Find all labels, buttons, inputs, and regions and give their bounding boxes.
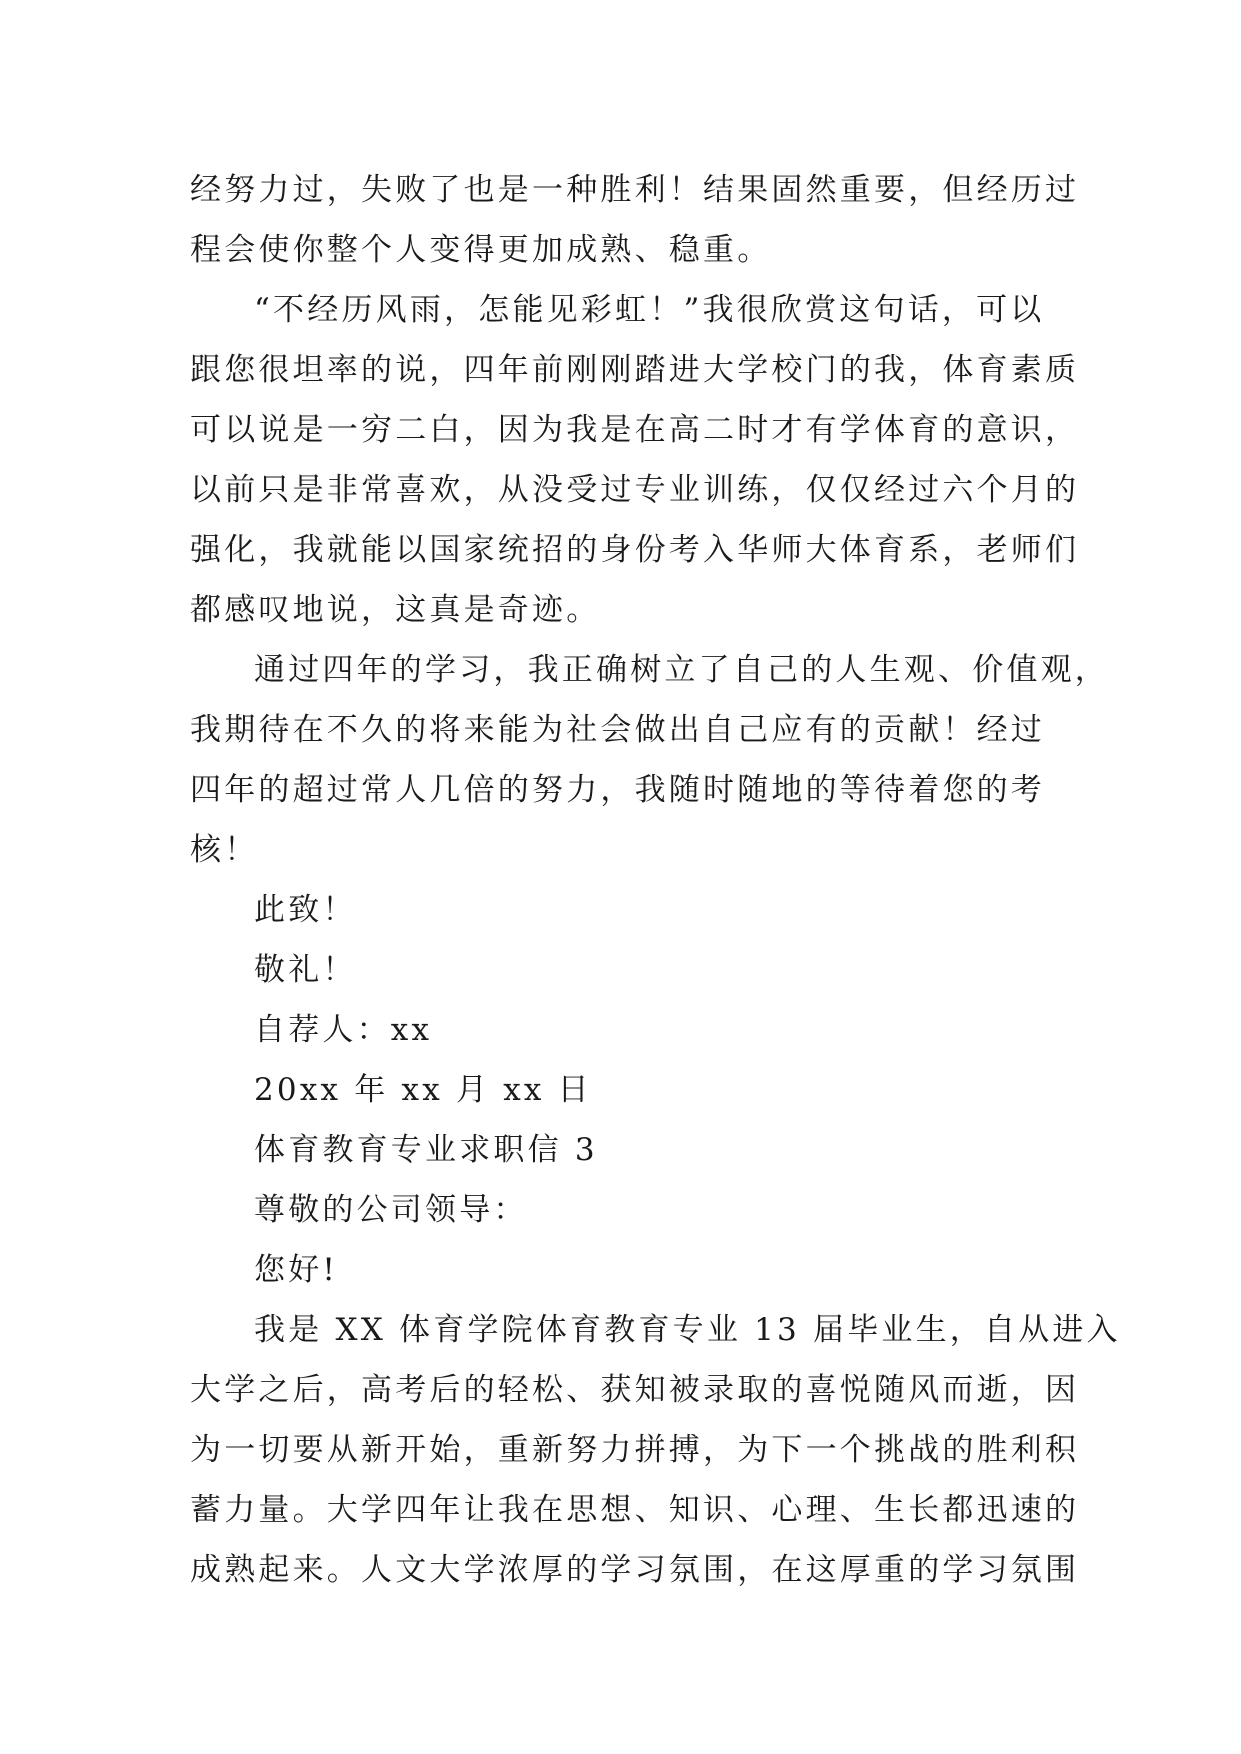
text-line: 大学之后，高考后的轻松、获知被录取的喜悦随风而逝，因 (190, 1372, 1080, 1408)
salutation-line: 敬礼！ (254, 952, 357, 988)
text-line: 都感叹地说，这真是奇迹。 (190, 592, 601, 628)
paragraph-start-line: “不经历风雨，怎能见彩虹！”我很欣赏这句话，可以 (254, 292, 1045, 328)
text-line: 蓄力量。大学四年让我在思想、知识、心理、生长都迅速的 (190, 1492, 1080, 1528)
text-line: 四年的超过常人几倍的努力，我随时随地的等待着您的考 (190, 772, 1045, 808)
closing-line: 此致！ (254, 892, 357, 928)
text-line: 强化，我就能以国家统招的身份考入华师大体育系，老师们 (190, 532, 1080, 568)
date-line: 20xx 年 xx 月 xx 日 (254, 1072, 592, 1108)
text-line: 程会使你整个人变得更加成熟、稳重。 (190, 232, 772, 268)
text-line: 为一切要从新开始，重新努力拼搏，为下一个挑战的胜利积 (190, 1432, 1080, 1468)
text-line: 核！ (190, 832, 259, 868)
text-line: 经努力过，失败了也是一种胜利！结果固然重要，但经历过 (190, 172, 1080, 208)
text-line: 可以说是一穷二白，因为我是在高二时才有学体育的意识， (190, 412, 1080, 448)
text-line: 成熟起来。人文大学浓厚的学习氛围，在这厚重的学习氛围 (190, 1552, 1080, 1588)
greeting-line: 尊敬的公司领导： (254, 1192, 528, 1228)
section-title: 体育教育专业求职信 3 (254, 1132, 598, 1168)
greeting-line: 您好! (254, 1252, 339, 1288)
paragraph-start-line: 通过四年的学习，我正确树立了自己的人生观、价值观， (254, 652, 1109, 688)
paragraph-start-line: 我是 XX 体育学院体育教育专业 13 届毕业生，自从进入 (254, 1312, 1121, 1348)
text-line: 我期待在不久的将来能为社会做出自己应有的贡献！经过 (190, 712, 1045, 748)
signature-line: 自荐人：xx (254, 1012, 433, 1048)
text-line: 以前只是非常喜欢，从没受过专业训练，仅仅经过六个月的 (190, 472, 1080, 508)
letter-body (190, 160, 1121, 1600)
text-line: 跟您很坦率的说，四年前刚刚踏进大学校门的我，体育素质 (190, 352, 1080, 388)
